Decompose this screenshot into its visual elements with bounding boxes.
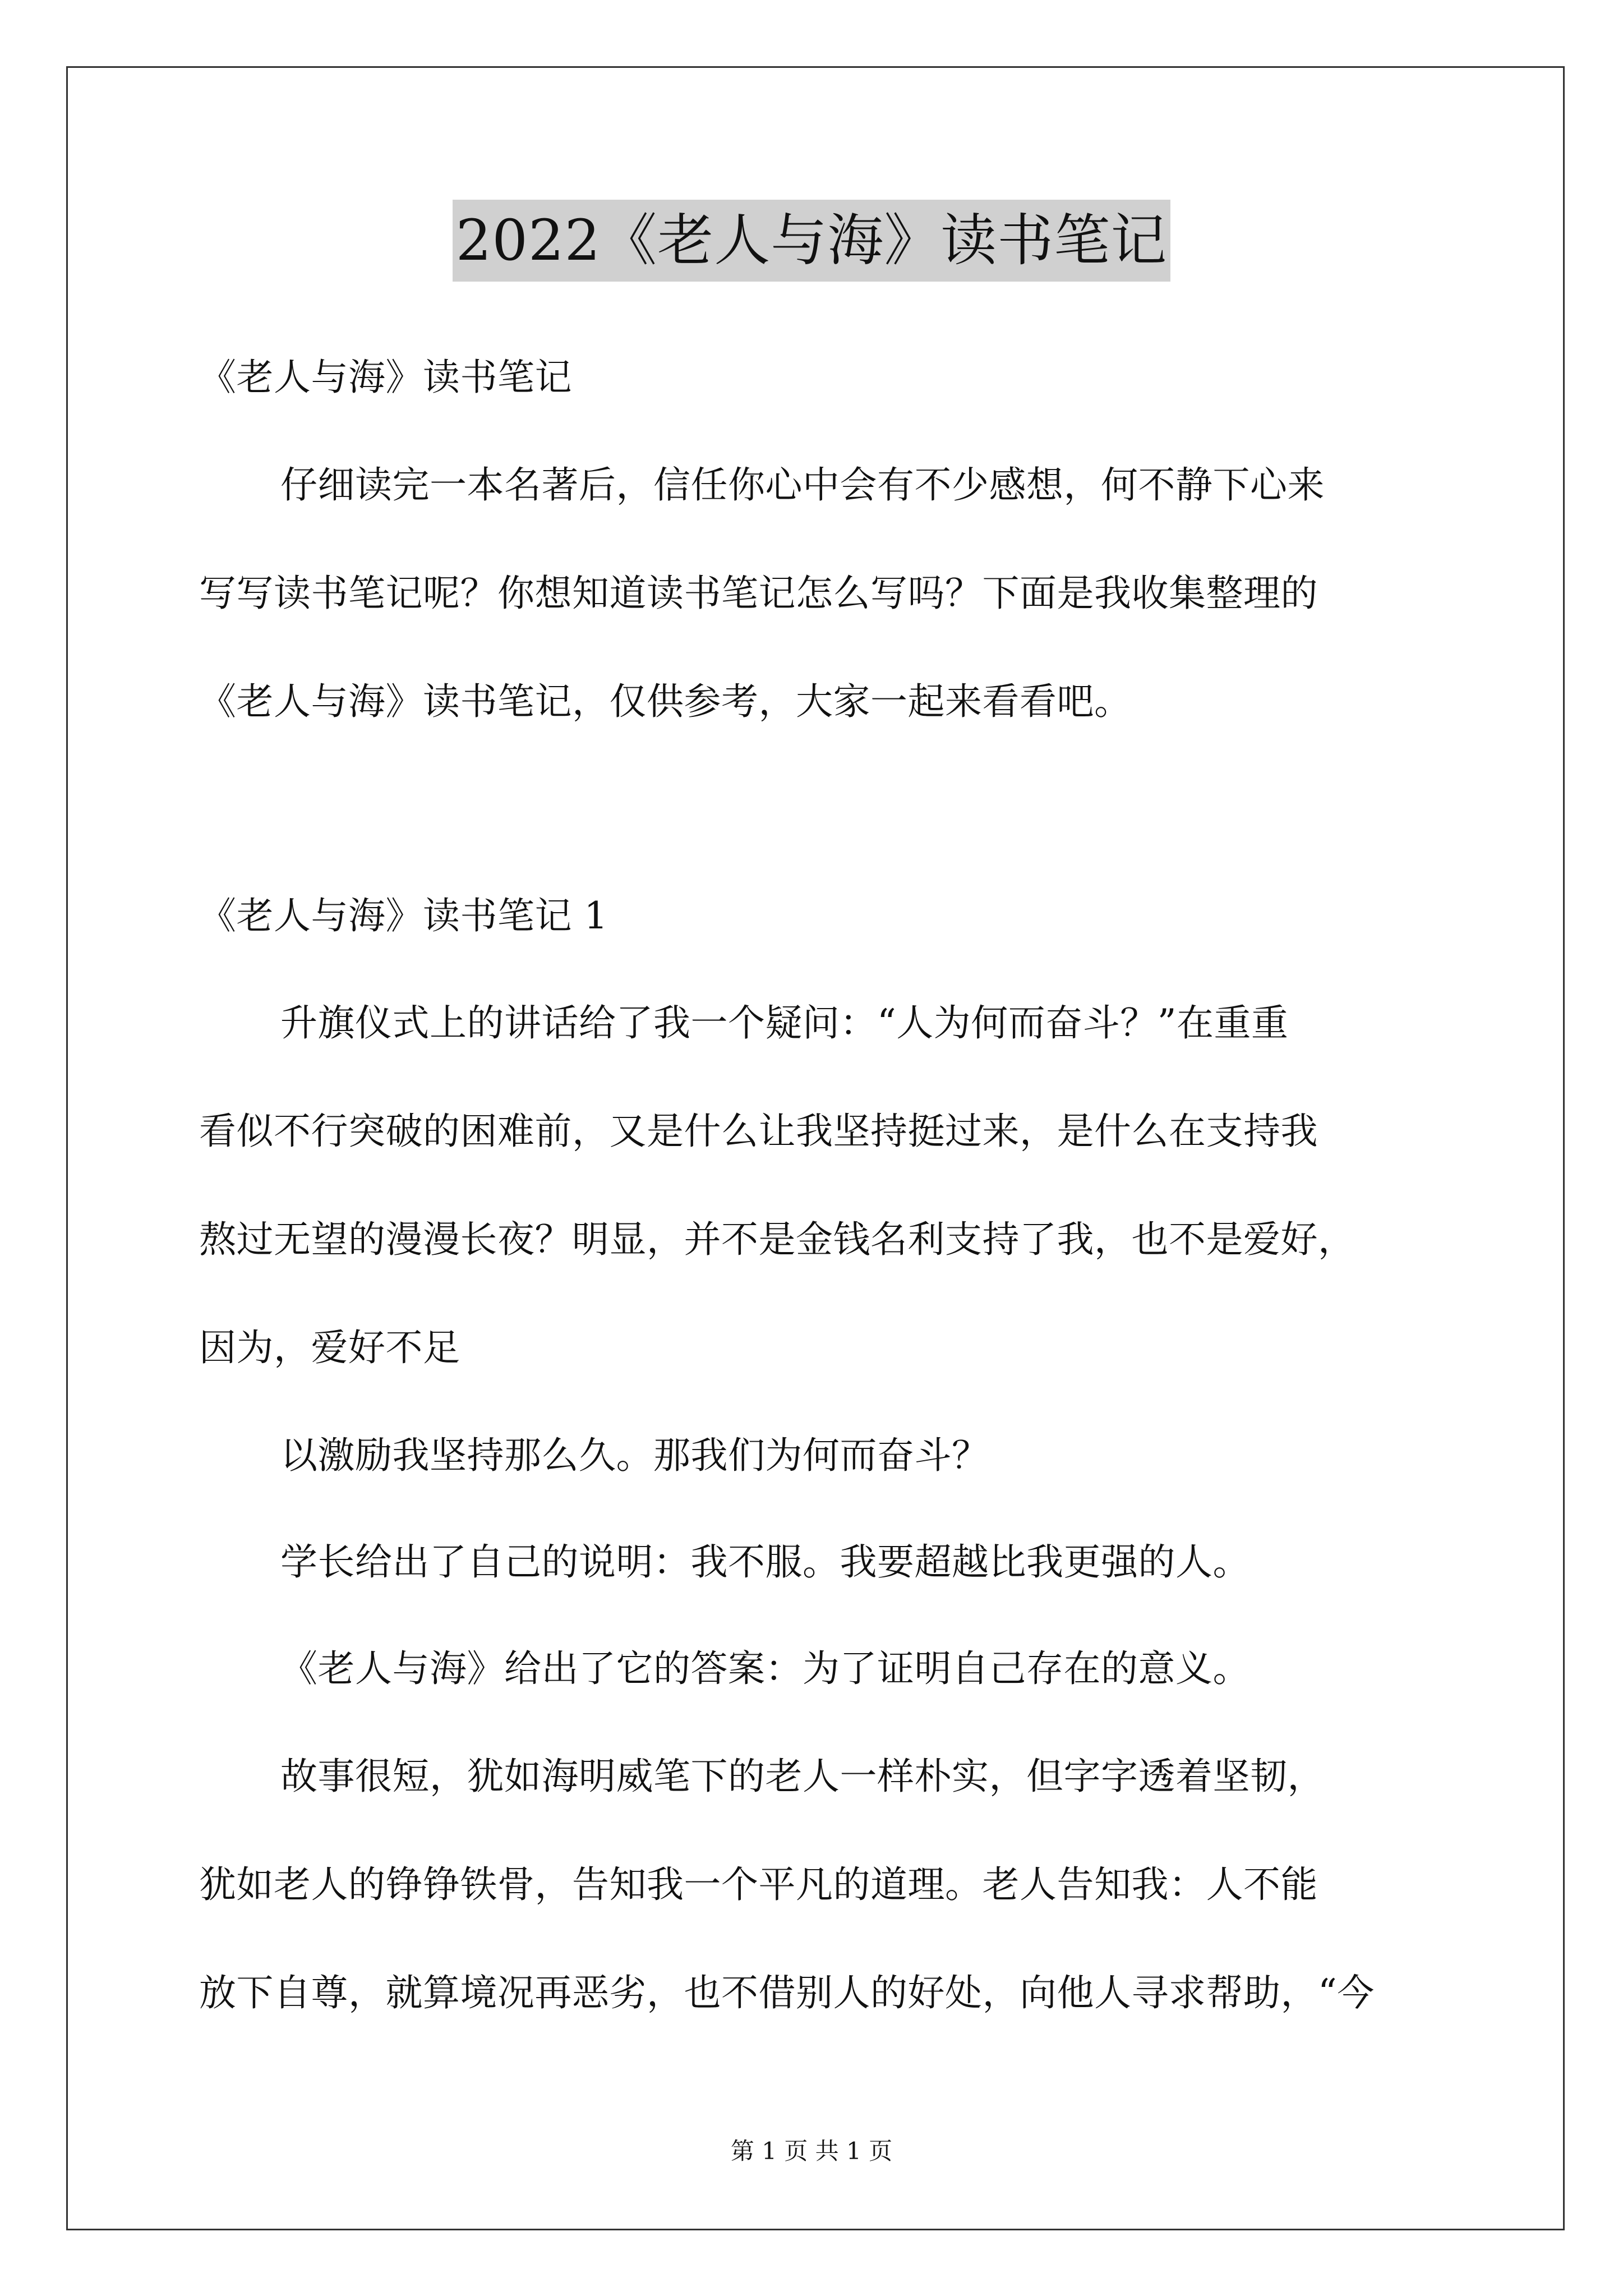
body-line-1: 升旗仪式上的讲话给了我一个疑问：“人为何而奋斗？”在重重: [280, 1001, 1289, 1045]
section-heading: 《老人与海》读书笔记 1: [199, 894, 608, 937]
subtitle: 《老人与海》读书笔记: [199, 356, 572, 399]
title-container: [0, 200, 1623, 282]
intro-line-3: 《老人与海》读书笔记，仅供参考，大家一起来看看吧。: [199, 680, 1132, 723]
body-line-6: 学长给出了自己的说明：我不服。我要超越比我更强的人。: [280, 1540, 1250, 1584]
page-footer: 第 1 页 共 1 页: [730, 2137, 893, 2165]
body-line-5: 以激励我坚持那么久。那我们为何而奋斗？: [280, 1434, 989, 1477]
body-line-7: 《老人与海》给出了它的答案：为了证明自己存在的意义。: [280, 1647, 1250, 1690]
body-line-2: 看似不行突破的困难前，又是什么让我坚持挺过来，是什么在支持我: [199, 1110, 1318, 1153]
body-line-4: 因为，爱好不足: [199, 1326, 460, 1369]
body-line-8: 故事很短，犹如海明威笔下的老人一样朴实，但字字透着坚韧，: [280, 1755, 1325, 1798]
body-line-9: 犹如老人的铮铮铁骨，告知我一个平凡的道理。老人告知我：人不能: [199, 1863, 1318, 1906]
intro-line-2: 写写读书笔记呢？你想知道读书笔记怎么写吗？下面是我收集整理的: [199, 572, 1318, 615]
intro-line-1: 仔细读完一本名著后，信任你心中会有不少感想，何不静下心来: [280, 463, 1325, 507]
body-line-10: 放下自尊，就算境况再恶劣，也不借别人的好处，向他人寻求帮助，“今: [199, 1971, 1375, 2014]
body-line-3: 熬过无望的漫漫长夜？明显，并不是金钱名利支持了我，也不是爱好，: [199, 1218, 1355, 1261]
document-title: 2022《老人与海》读书笔记: [453, 200, 1171, 282]
